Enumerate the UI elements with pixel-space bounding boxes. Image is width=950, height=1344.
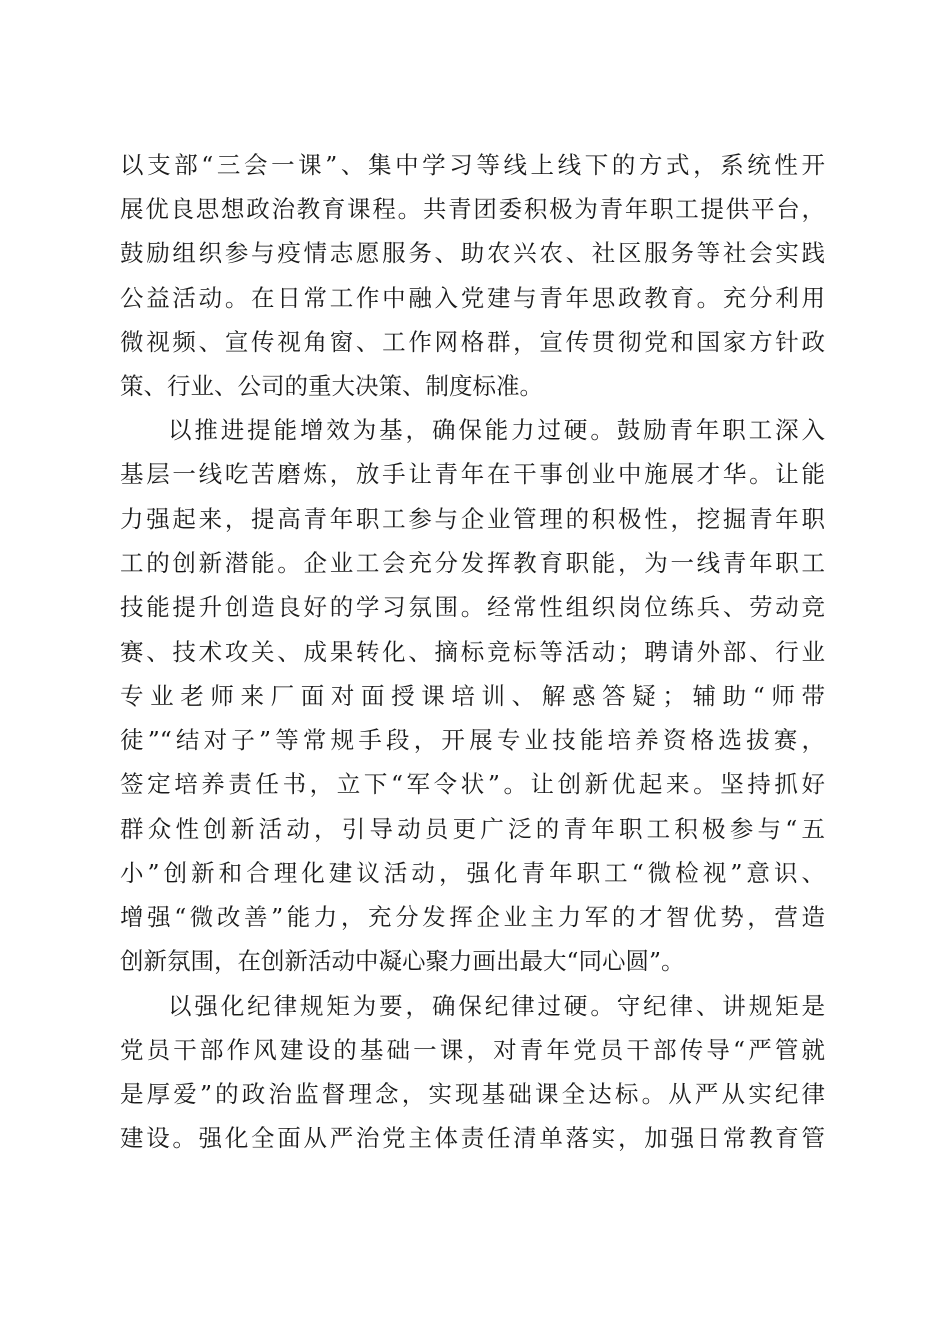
text-line: 签定培养责任书，立下“军令状”。让创新优起来。坚持抓好 [120,770,825,798]
text-line: 党员干部作风建设的基础一课，对青年党员干部传导“严管就 [120,1036,825,1064]
text-line: 力强起来，提高青年职工参与企业管理的积极性，挖掘青年职 [120,505,825,533]
text-line: 鼓励组织参与疫情志愿服务、助农兴农、社区服务等社会实践 [120,239,825,267]
text-line: 群众性创新活动，引导动员更广泛的青年职工积极参与“五 [120,815,825,843]
text-line: 微视频、宣传视角窗、工作网格群，宣传贯彻党和国家方针政 [120,328,825,356]
text-line: 基层一线吃苦磨炼，放手让青年在干事创业中施展才华。让能 [120,460,825,488]
text-line: 增强“微改善”能力，充分发挥企业主力军的才智优势，营造 [120,903,825,931]
text-line: 技能提升创造良好的学习氛围。经常性组织岗位练兵、劳动竞 [120,593,825,621]
text-line: 赛、技术攻关、成果转化、摘标竞标等活动；聘请外部、行业 [120,638,825,666]
text-line: 专业老师来厂面对面授课培训、解惑答疑；辅助“师带 [120,682,825,710]
text-line: 以支部“三会一课”、集中学习等线上线下的方式，系统性开 [120,151,825,179]
text-line: 工的创新潜能。企业工会充分发挥教育职能，为一线青年职工 [120,549,825,577]
text-line: 建设。强化全面从严治党主体责任清单落实，加强日常教育管 [120,1124,825,1152]
text-line: 策、行业、公司的重大决策、制度标准。 [120,372,543,400]
text-line: 创新氛围，在创新活动中凝心聚力画出最大“同心圆”。 [120,947,685,975]
paragraph-first-line: 以强化纪律规矩为要，确保纪律过硬。守纪律、讲规矩是 [168,992,825,1020]
text-line: 公益活动。在日常工作中融入党建与青年思政教育。充分利用 [120,284,825,312]
text-line: 徒”“结对子”等常规手段，开展专业技能培养资格选拔赛， [120,726,825,754]
text-line: 小”创新和合理化建议活动，强化青年职工“微检视”意识、 [120,859,825,887]
text-line: 是厚爱”的政治监督理念，实现基础课全达标。从严从实纪律 [120,1080,825,1108]
text-line: 展优良思想政治教育课程。共青团委积极为青年职工提供平台， [120,195,825,223]
paragraph-first-line: 以推进提能增效为基，确保能力过硬。鼓励青年职工深入 [168,416,825,444]
